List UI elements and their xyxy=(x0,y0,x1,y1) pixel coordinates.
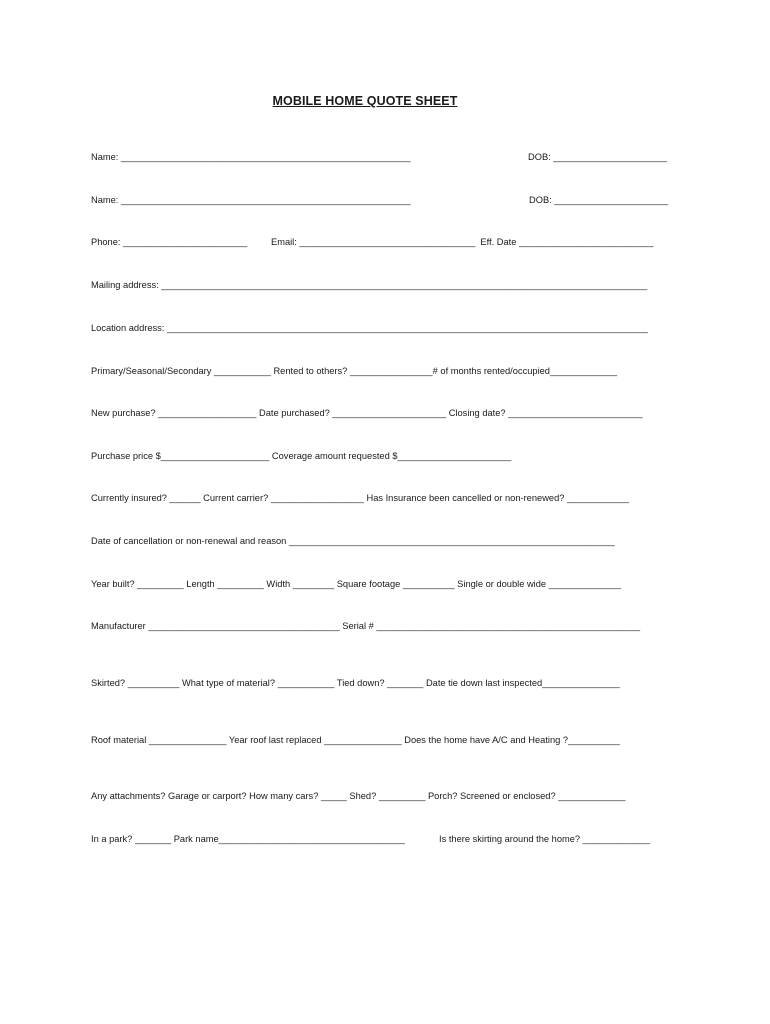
location-address-field[interactable]: Location address: _____________________________________________________________________________________________ xyxy=(91,323,648,333)
name-row-1 xyxy=(91,151,681,199)
skirting-tiedown-field[interactable]: Skirted? __________ What type of material? ___________ Tied down? _______ Date tie down last inspected_______________ xyxy=(91,678,620,688)
purchase-price-field[interactable]: Purchase price $_____________________ Coverage amount requested $______________________ xyxy=(91,451,512,461)
occupancy-field[interactable]: Primary/Seasonal/Secondary ___________ Rented to others? ________________# of months rented/occupied_____________ xyxy=(91,366,618,376)
email-effdate-field[interactable]: Email: __________________________________ Eff. Date __________________________ xyxy=(271,237,654,247)
contact-row xyxy=(91,236,681,284)
name-row-2 xyxy=(91,194,681,242)
dob-field-2[interactable]: DOB: ______________________ xyxy=(529,195,669,205)
dob-field-1[interactable]: DOB: ______________________ xyxy=(528,152,668,162)
insurance-status-field[interactable]: Currently insured? ______ Current carrier? __________________ Has Insurance been cancelled or non-renewed? ____________ xyxy=(91,493,630,503)
roof-hvac-field[interactable]: Roof material _______________ Year roof last replaced _______________ Does the home have A/C and Heating ?__________ xyxy=(91,735,620,745)
mailing-address-field[interactable]: Mailing address: ______________________________________________________________________________________________ xyxy=(91,280,648,290)
manufacturer-serial-field[interactable]: Manufacturer _____________________________________ Serial # ___________________________________________________ xyxy=(91,621,641,631)
name-field-1[interactable]: Name: ________________________________________________________ xyxy=(91,152,411,162)
name-field-2[interactable]: Name: ________________________________________________________ xyxy=(91,195,411,205)
page-title: MOBILE HOME QUOTE SHEET xyxy=(272,94,458,108)
park-field[interactable]: In a park? _______ Park name____________________________________ xyxy=(91,834,405,844)
phone-field[interactable]: Phone: ________________________ xyxy=(91,237,248,247)
park-skirting-field[interactable]: Is there skirting around the home? _____________ xyxy=(439,834,650,844)
cancellation-field[interactable]: Date of cancellation or non-renewal and reason _______________________________________________________________ xyxy=(91,536,615,546)
purchase-dates-field[interactable]: New purchase? ___________________ Date purchased? ______________________ Closing date? __________________________ xyxy=(91,408,643,418)
attachments-field[interactable]: Any attachments? Garage or carport? How many cars? _____ Shed? _________ Porch? Screened or enclosed? _____________ xyxy=(91,791,626,801)
dimensions-field[interactable]: Year built? _________ Length _________ Width ________ Square footage __________ Single or double wide ______________ xyxy=(91,579,622,589)
park-row xyxy=(91,833,681,881)
